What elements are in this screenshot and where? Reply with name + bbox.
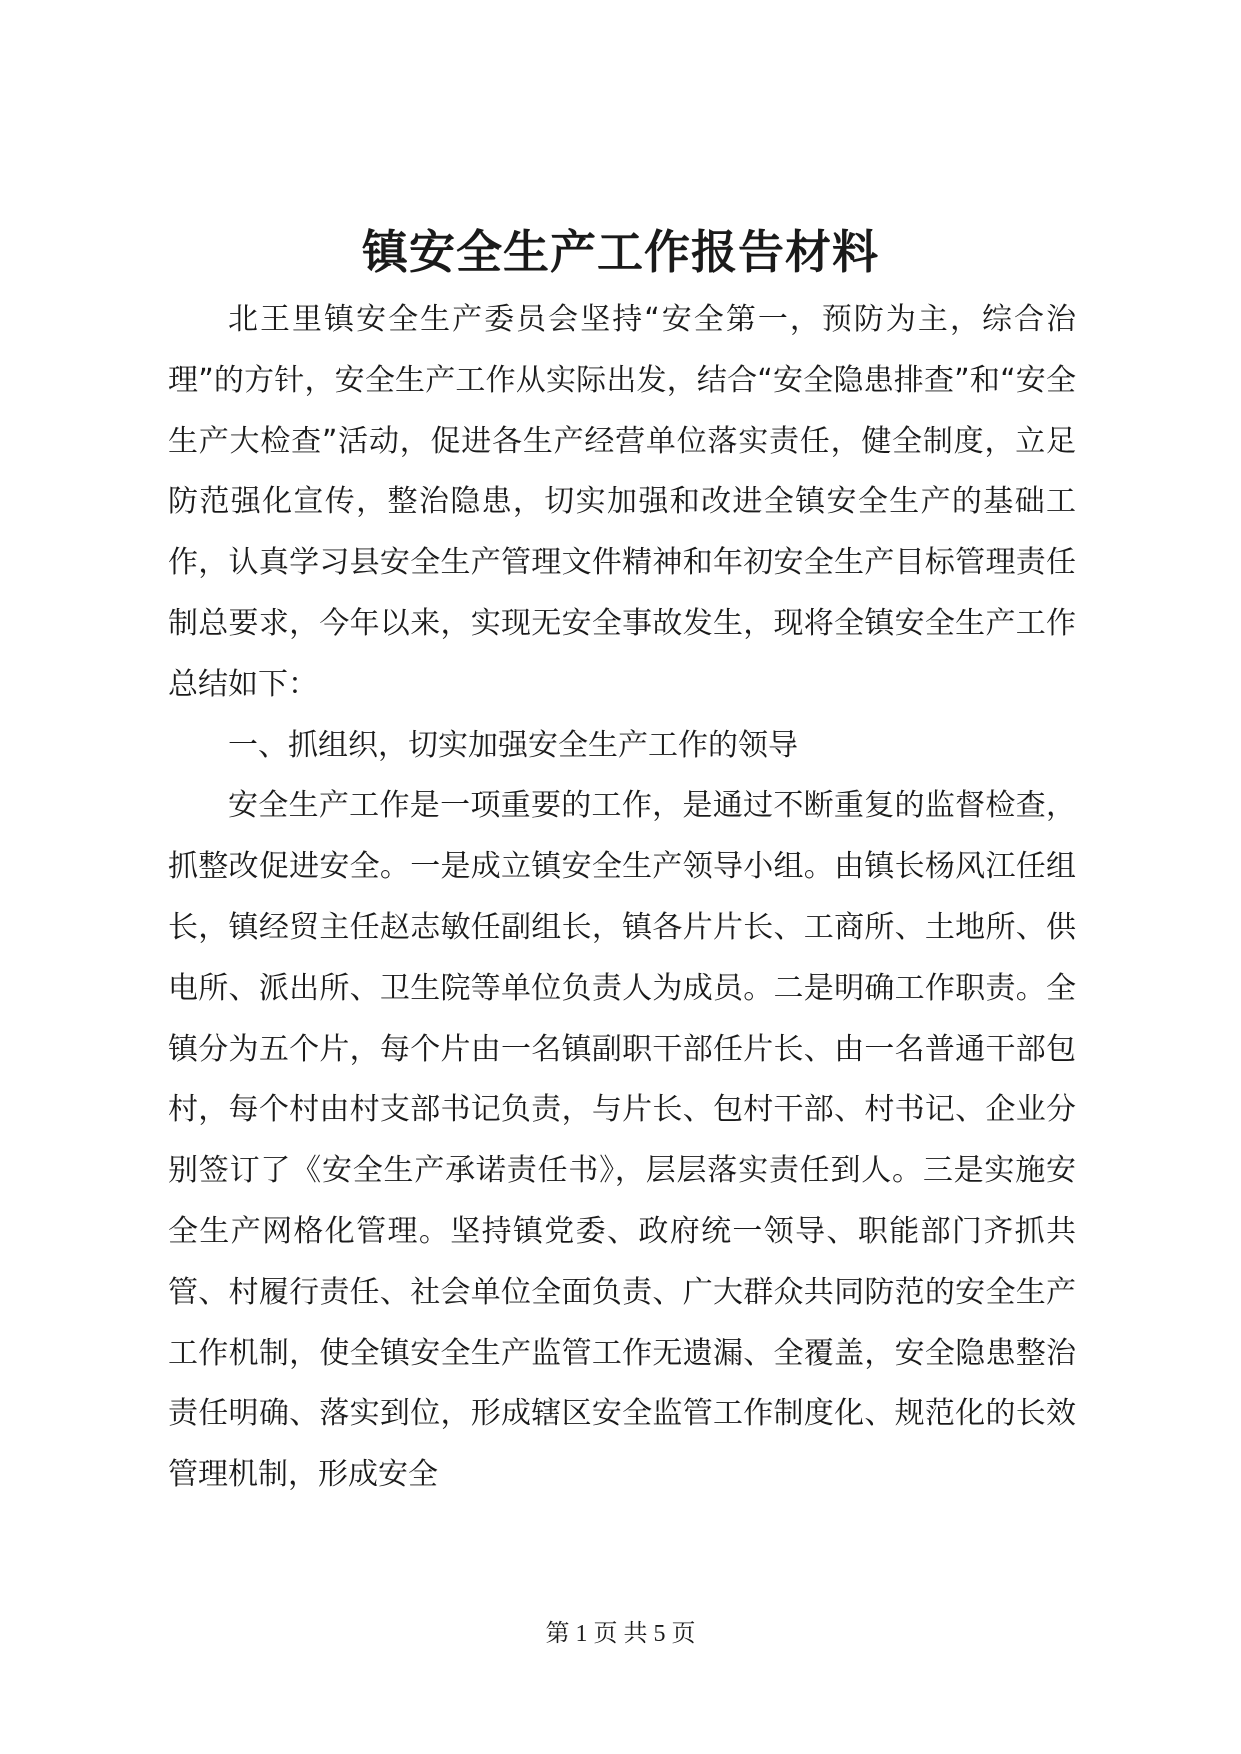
page-footer <box>0 1618 1241 1650</box>
page-number: 第 1 页 共 5 页 <box>545 1621 696 1647</box>
document-title: 镇安全生产工作报告材料 <box>362 225 879 279</box>
section-heading-1: 一、抓组织，切实加强安全生产工作的领导 <box>228 727 798 763</box>
intro-paragraph: 北王里镇安全生产委员会坚持“安全第一，预防为主，综合治理”的方针，安全生产工作从实际出发，结合“安全隐患排查”和“安全生产大检查”活动，促进各生产经营单位落实责任，健全制度，立足防范强化宣传，整治隐患，切实加强和改进全镇安全生产的基础工作，认真学习县安全生产管理文件精神和年初安全生产目标管理责任制总要求，今年以来，实现无安全事故发生，现将全镇安全生产工作总结如下： <box>168 302 1076 702</box>
document-body <box>168 290 1076 1506</box>
section-1-paragraph: 安全生产工作是一项重要的工作，是通过不断重复的监督检查，抓整改促进安全。一是成立镇安全生产领导小组。由镇长杨风江任组长，镇经贸主任赵志敏任副组长，镇各片片长、工商所、土地所、供电所、派出所、卫生院等单位负责人为成员。二是明确工作职责。全镇分为五个片，每个片由一名镇副职干部任片长、由一名普通干部包村，每个村由村支部书记负责，与片长、包村干部、村书记、企业分别签订了《安全生产承诺责任书》，层层落实责任到人。三是实施安全生产网格化管理。坚持镇党委、政府统一领导、职能部门齐抓共管、村履行责任、社会单位全面负责、广大群众共同防范的安全生产工作机制，使全镇安全生产监管工作无遗漏、全覆盖，安全隐患整治责任明确、落实到位，形成辖区安全监管工作制度化、规范化的长效管理机制，形成安全 <box>168 788 1076 1493</box>
